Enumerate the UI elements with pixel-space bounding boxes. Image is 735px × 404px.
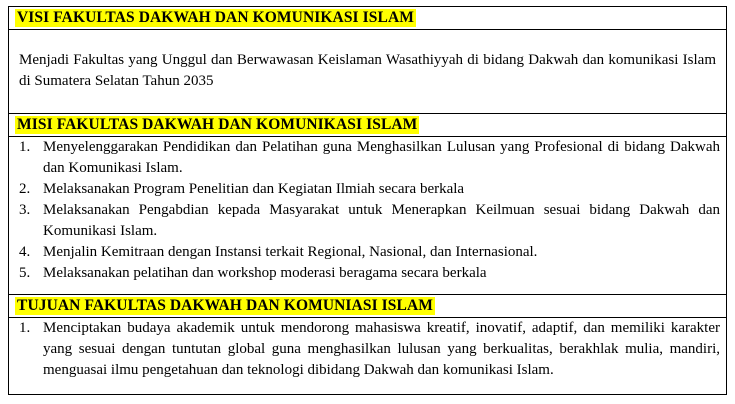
tujuan-heading: TUJUAN FAKULTAS DAKWAH DAN KOMUNIASI ISLAM <box>17 297 433 314</box>
list-text: Melaksanakan pelatihan dan workshop moderasi beragama secara berkala <box>43 265 487 281</box>
visi-heading: VISI FAKULTAS DAKWAH DAN KOMUNIKASI ISLAM <box>17 9 414 26</box>
list-number: 1. <box>19 320 31 336</box>
list-number: 5. <box>19 265 31 281</box>
list-number: 3. <box>19 202 31 218</box>
list-item <box>9 137 726 179</box>
list-number: 2. <box>19 181 31 197</box>
list-text: Menjalin Kemitraan dengan Instansi terkait Regional, Nasional, dan Internasional. <box>43 244 538 260</box>
document-table <box>8 6 727 395</box>
list-text: Menyelenggarakan Pendidikan dan Pelatihan guna Menghasilkan Lulusan yang Profesional di bidang Dakwah dan Komunikasi Islam. <box>43 139 720 176</box>
list-item <box>9 200 726 242</box>
list-item <box>9 242 726 263</box>
visi-text: Menjadi Fakultas yang Unggul dan Berwawasan Keislaman Wasathiyyah di bidang Dakwah dan komunikasi Islam di Sumatera Selatan Tahun 2035 <box>19 52 716 89</box>
visi-heading-row <box>9 7 726 30</box>
tujuan-heading-row <box>9 295 726 318</box>
misi-heading: MISI FAKULTAS DAKWAH DAN KOMUNIKASI ISLAM <box>17 116 418 133</box>
list-number: 4. <box>19 244 31 260</box>
misi-body <box>9 137 726 295</box>
list-item <box>9 318 726 381</box>
list-text: Melaksanakan Pengabdian kepada Masyarakat untuk Menerapkan Keilmuan sesuai bidang Dakwah dan Komunikasi Islam. <box>43 202 720 239</box>
list-text: Menciptakan budaya akademik untuk mendorong mahasiswa kreatif, inovatif, adaptif, dan memiliki karakter yang sesuai dengan tuntutan global guna menghasilkan lulusan yang berkualitas, berakhlak mulia, mandiri, menguasai ilmu pengetahuan dan teknologi dibidang Dakwah dan komunikasi Islam. <box>43 320 720 378</box>
list-item <box>9 263 726 284</box>
tujuan-list <box>9 318 726 381</box>
tujuan-body <box>9 318 726 394</box>
list-item <box>9 179 726 200</box>
misi-list <box>9 137 726 284</box>
misi-heading-row <box>9 114 726 137</box>
visi-body <box>9 30 726 114</box>
list-number: 1. <box>19 139 31 155</box>
list-text: Melaksanakan Program Penelitian dan Kegiatan Ilmiah secara berkala <box>43 181 465 197</box>
